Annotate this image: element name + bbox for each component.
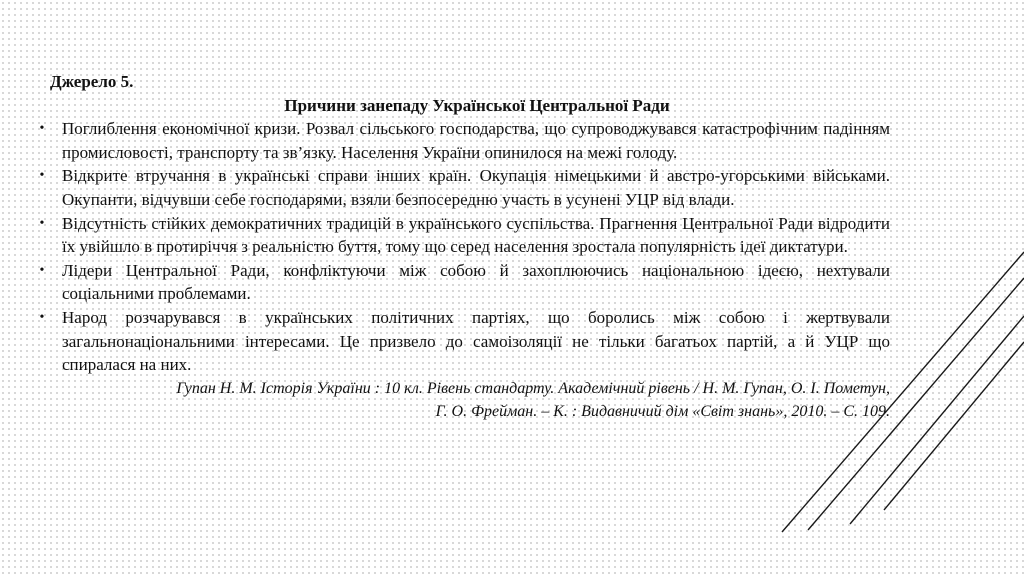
document-heading: Причини занепаду Української Центральної Ради: [284, 95, 670, 115]
list-item-text: Поглиблення економічної кризи. Розвал сільського господарства, що супроводжувався катастрофічним падінням промисловості, транспорту та зв’язку. Населення України опинилося на межі голоду.: [62, 119, 890, 162]
bullet-icon: •: [39, 168, 45, 184]
source-label: Джерело 5.: [50, 72, 134, 91]
citation-line-1: Гупан Н. М. Історія України : 10 кл. Рівень стандарту. Академічний рівень / Н. М. Гупан, О. І. Пометун,: [176, 379, 890, 397]
list-item-text: Лідери Центральної Ради, конфліктуючи між собою й захоплюючись національною ідеєю, нехтували соціальними проблемами.: [62, 260, 890, 304]
bullet-icon: •: [39, 121, 45, 137]
diagonal-line: [808, 278, 1024, 530]
bullet-icon: •: [39, 215, 45, 231]
diagonal-line: [850, 316, 1024, 524]
diagonal-line: [884, 342, 1024, 510]
diagonal-line: [782, 252, 1024, 532]
list-item-text: Відсутність стійких демократичних традицій в українського суспільства. Прагнення Центральної Ради відродити їх увійшло в протиріччя з реальністю буття, тому що серед населення зростала популярність ідеї диктатури.: [62, 213, 890, 257]
list-item-text: Народ розчарувався в українських політичних партіях, що боролись між собою і жертвували загальнонаціональними інтересами. Це призвело до самоізоляції не тільки багатьох партій, а й УЦР що спиралася на них.: [62, 307, 890, 375]
bullet-icon: •: [39, 262, 45, 278]
bullet-icon: •: [39, 309, 45, 325]
citation-line-2: Г. О. Фрейман. – К. : Видавничий дім «Світ знань», 2010. – С. 109.: [435, 402, 890, 420]
list-item-text: Відкрите втручання в українські справи інших країн. Окупація німецькими й австро-угорськими військами. Окупанти, відчувши себе господарями, взяли безпосередню участь в усунені УЦР від влади.: [62, 166, 890, 209]
